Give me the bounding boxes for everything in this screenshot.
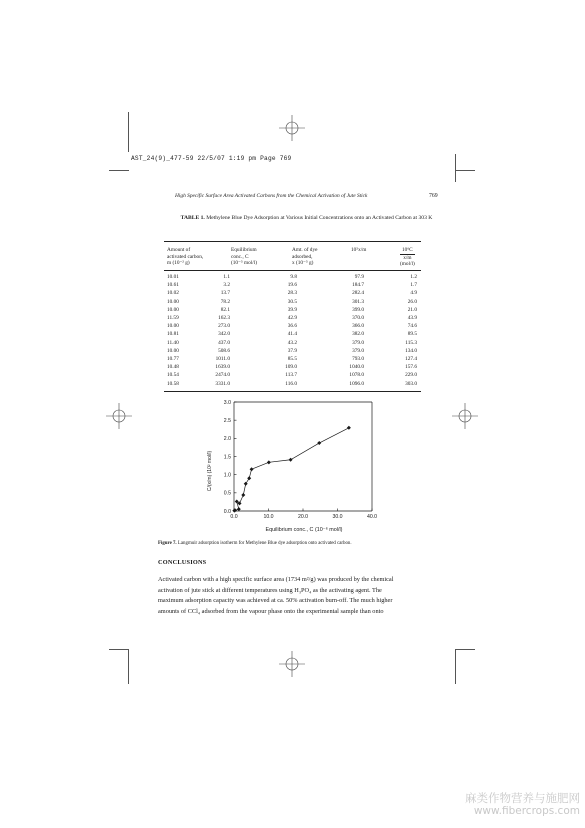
cell-adsorbed: 116.0 [285, 380, 297, 387]
cell-cxm: 115.3 [405, 339, 417, 346]
cell-adsorbed: 36.6 [287, 323, 297, 330]
cell-xm: 184.7 [352, 282, 364, 289]
table-header-rule [164, 270, 421, 271]
table-row [164, 331, 421, 339]
cell-conc: 1011.0 [215, 356, 230, 362]
data-point-marker [241, 493, 245, 497]
data-point-marker [244, 482, 248, 486]
x-tick-label: 40.0 [366, 514, 378, 520]
table-top-rule [164, 241, 421, 242]
header-line: conc., C [231, 253, 249, 260]
table-caption-text: Methylene Blue Dye Adsorption at Various Initial Concentrations onto an Activated Carbon at 303 K [206, 215, 433, 221]
cell-xm: 399.0 [352, 306, 364, 313]
x-axis-label: Equilibrium conc., C (10⁻⁶ mol/l) [265, 527, 343, 533]
page-number: 769 [429, 193, 438, 199]
cell-conc: 13.7 [220, 290, 230, 297]
cell-cxm: 43.9 [407, 315, 417, 321]
cell-cxm: 74.6 [407, 323, 417, 330]
crop-mark [128, 112, 129, 152]
header-line: activated carbon, [167, 253, 204, 260]
cell-conc: 342.0 [218, 331, 230, 338]
header-line: Equilibrium [231, 247, 257, 253]
cell-xm: 1078.0 [349, 372, 364, 379]
cell-xm: 1040.0 [349, 364, 364, 371]
col-header-amount [167, 247, 203, 267]
cell-adsorbed: 37.9 [287, 347, 297, 354]
cell-amount: 10.48 [167, 364, 179, 371]
y-tick-label: 2.5 [223, 417, 231, 424]
cell-adsorbed: 113.7 [285, 372, 297, 379]
chart-ticks [224, 400, 377, 520]
running-title: High Specific Surface Area Activated Carbons from the Chemical Activation of Jute Stick [175, 193, 368, 199]
col-header-cxm [400, 247, 415, 268]
cell-xm: 97.9 [354, 274, 364, 280]
printer-slug: AST_24(9)_477-59 22/5/07 1:19 pm Page 769 [131, 155, 292, 162]
cell-cxm: 1.2 [410, 274, 417, 280]
cell-xm: 379.0 [352, 347, 364, 354]
table-row [164, 372, 421, 380]
chart-axes [234, 402, 372, 511]
cell-conc: 437.0 [218, 339, 230, 346]
cell-conc: 508.6 [218, 347, 230, 354]
table-row [164, 356, 421, 364]
cell-amount: 10.00 [167, 306, 179, 313]
y-tick-label: 1.5 [223, 454, 231, 461]
cell-amount: 10.54 [167, 372, 179, 379]
cell-amount: 10.00 [167, 323, 179, 330]
header-line: 10⁵x/m [351, 247, 367, 253]
paragraph-line: activation of jute stick at different temperatures using H₃PO₄ as the activating agent. The [158, 586, 382, 594]
header-line: adsorbed, [292, 253, 313, 260]
cell-conc: 2474.0 [215, 372, 230, 379]
data-point-marker [317, 441, 321, 445]
data-point-marker [267, 460, 271, 464]
table-label: TABLE 1. [180, 215, 205, 221]
paragraph-line: Activated carbon with a high specific surface area (1734 m²/g) was produced by the chemical [158, 576, 394, 583]
table-row [164, 282, 421, 290]
cell-xm: 1096.0 [349, 380, 364, 387]
cell-conc: 3.2 [223, 282, 230, 289]
cell-cxm: 21.0 [407, 306, 417, 313]
cell-amount: 11.59 [167, 315, 179, 321]
cell-amount: 10.58 [167, 380, 179, 387]
table-caption [175, 215, 438, 222]
cell-cxm: 303.0 [405, 380, 417, 387]
y-tick-label: 3.0 [223, 399, 231, 406]
cell-conc: 273.0 [218, 323, 230, 330]
cell-amount: 10.77 [167, 356, 179, 362]
cell-xm: 379.0 [352, 339, 364, 346]
registration-target-left [106, 403, 132, 429]
section-heading: CONCLUSIONS [158, 559, 207, 566]
cell-conc: 3331.0 [215, 380, 230, 387]
table-row [164, 274, 421, 282]
cell-amount: 10.01 [167, 274, 179, 280]
watermark-line: 麻类作物营养与施肥网 [465, 791, 580, 805]
table-row [164, 315, 421, 323]
crop-mark [128, 650, 129, 684]
table-row [164, 340, 421, 348]
y-tick-label: 2.0 [223, 436, 231, 443]
x-tick-label: 10.0 [263, 514, 274, 520]
langmuir-isotherm-chart [190, 393, 400, 538]
table-row [164, 381, 421, 389]
crop-mark [455, 650, 456, 684]
cell-cxm: 1.7 [410, 282, 417, 289]
crop-mark [455, 649, 475, 650]
x-tick-label: 0.0 [230, 514, 238, 520]
cell-amount: 10.61 [167, 282, 179, 289]
table-row [164, 299, 421, 307]
cell-amount: 10.81 [167, 331, 179, 338]
figure-label: Figure 7. [158, 541, 177, 546]
col-header-xm [351, 247, 366, 254]
cell-amount: 11.40 [167, 339, 179, 346]
cell-cxm: 134.0 [405, 347, 417, 354]
cell-cxm: 127.4 [405, 356, 417, 362]
cell-adsorbed: 9.8 [290, 274, 297, 280]
cell-adsorbed: 39.9 [287, 306, 297, 313]
table-row [164, 348, 421, 356]
table-row [164, 290, 421, 298]
paragraph-line: maximum adsorption capacity was achieved at ca. 50% activation burn-off. The much higher [158, 597, 393, 605]
col-header-adsorbed [292, 247, 317, 267]
cell-adsorbed: 109.0 [285, 364, 297, 371]
registration-target-right [452, 403, 478, 429]
cell-xm: 282.4 [352, 290, 364, 297]
y-tick-label: 0.5 [223, 490, 231, 497]
crop-mark [455, 170, 475, 171]
header-line: Amt. of dye [292, 247, 318, 253]
y-axis-label: C/(x/m) (10² mol/l) [207, 450, 213, 492]
cell-cxm: 229.0 [405, 372, 417, 379]
cell-conc: 1.1 [223, 274, 230, 280]
data-point-marker [237, 507, 241, 511]
cell-cxm: 89.5 [407, 331, 417, 338]
header-line: x (10⁻⁵ g) [292, 260, 314, 267]
crop-mark [455, 154, 456, 182]
cell-cxm: 26.0 [407, 298, 417, 305]
cell-adsorbed: 41.4 [287, 331, 297, 338]
registration-target-top [279, 115, 305, 141]
header-line: 10⁶C [400, 247, 415, 255]
data-point-marker [247, 476, 251, 480]
table-row [164, 323, 421, 331]
y-tick-label: 0.0 [223, 508, 231, 515]
y-tick-label: 1.0 [223, 472, 231, 479]
watermark [465, 792, 580, 818]
paragraph-line: amounts of CCl₄ adsorbed from the vapour phase onto the experimental sample than onto [158, 607, 384, 615]
registration-target-bottom [279, 651, 305, 677]
cell-adsorbed: 85.5 [287, 356, 297, 362]
cell-xm: 793.0 [352, 356, 364, 362]
header-line: (mol/l) [400, 261, 415, 268]
cell-adsorbed: 43.2 [287, 339, 297, 346]
table-row [164, 307, 421, 315]
cell-conc: 162.3 [218, 315, 230, 321]
figure-caption [158, 541, 352, 546]
cell-cxm: 4.9 [410, 290, 417, 297]
header-line: x/m [403, 254, 412, 261]
table-row [164, 364, 421, 372]
x-tick-label: 30.0 [332, 514, 343, 520]
cell-conc: 82.1 [220, 306, 230, 313]
body-paragraph [158, 575, 426, 617]
data-point-marker [250, 467, 254, 471]
cell-xm: 366.0 [352, 323, 364, 330]
data-point-marker [289, 458, 293, 462]
cell-xm: 301.3 [352, 298, 364, 305]
cell-cxm: 157.6 [405, 364, 417, 371]
cell-amount: 10.02 [167, 290, 179, 297]
watermark-url: www.fibercrops.com [473, 805, 580, 817]
col-header-conc [231, 247, 257, 267]
chart-points [232, 426, 351, 513]
cell-xm: 382.0 [352, 331, 364, 338]
crop-mark [109, 170, 129, 171]
header-line: Amount of [167, 247, 191, 253]
cell-adsorbed: 30.5 [287, 298, 297, 305]
table-bottom-rule [164, 391, 421, 392]
header-line: (10⁻⁵ mol/l) [231, 260, 257, 267]
cell-adsorbed: 42.9 [287, 315, 297, 321]
data-point-marker [347, 426, 351, 430]
figure-caption-text: Langmuir adsorption isotherm for Methylene Blue dye adsorption onto activated carbon. [177, 541, 352, 546]
cell-adsorbed: 19.6 [287, 282, 297, 289]
cell-conc: 1639.0 [215, 364, 230, 371]
cell-amount: 10.00 [167, 347, 179, 354]
header-line: m (10⁻² g) [167, 260, 190, 267]
x-tick-label: 20.0 [297, 514, 309, 520]
cell-amount: 10.00 [167, 298, 179, 305]
cell-xm: 370.0 [352, 315, 364, 321]
crop-mark [109, 649, 129, 650]
cell-adsorbed: 28.3 [287, 290, 297, 297]
cell-conc: 78.2 [220, 298, 230, 305]
